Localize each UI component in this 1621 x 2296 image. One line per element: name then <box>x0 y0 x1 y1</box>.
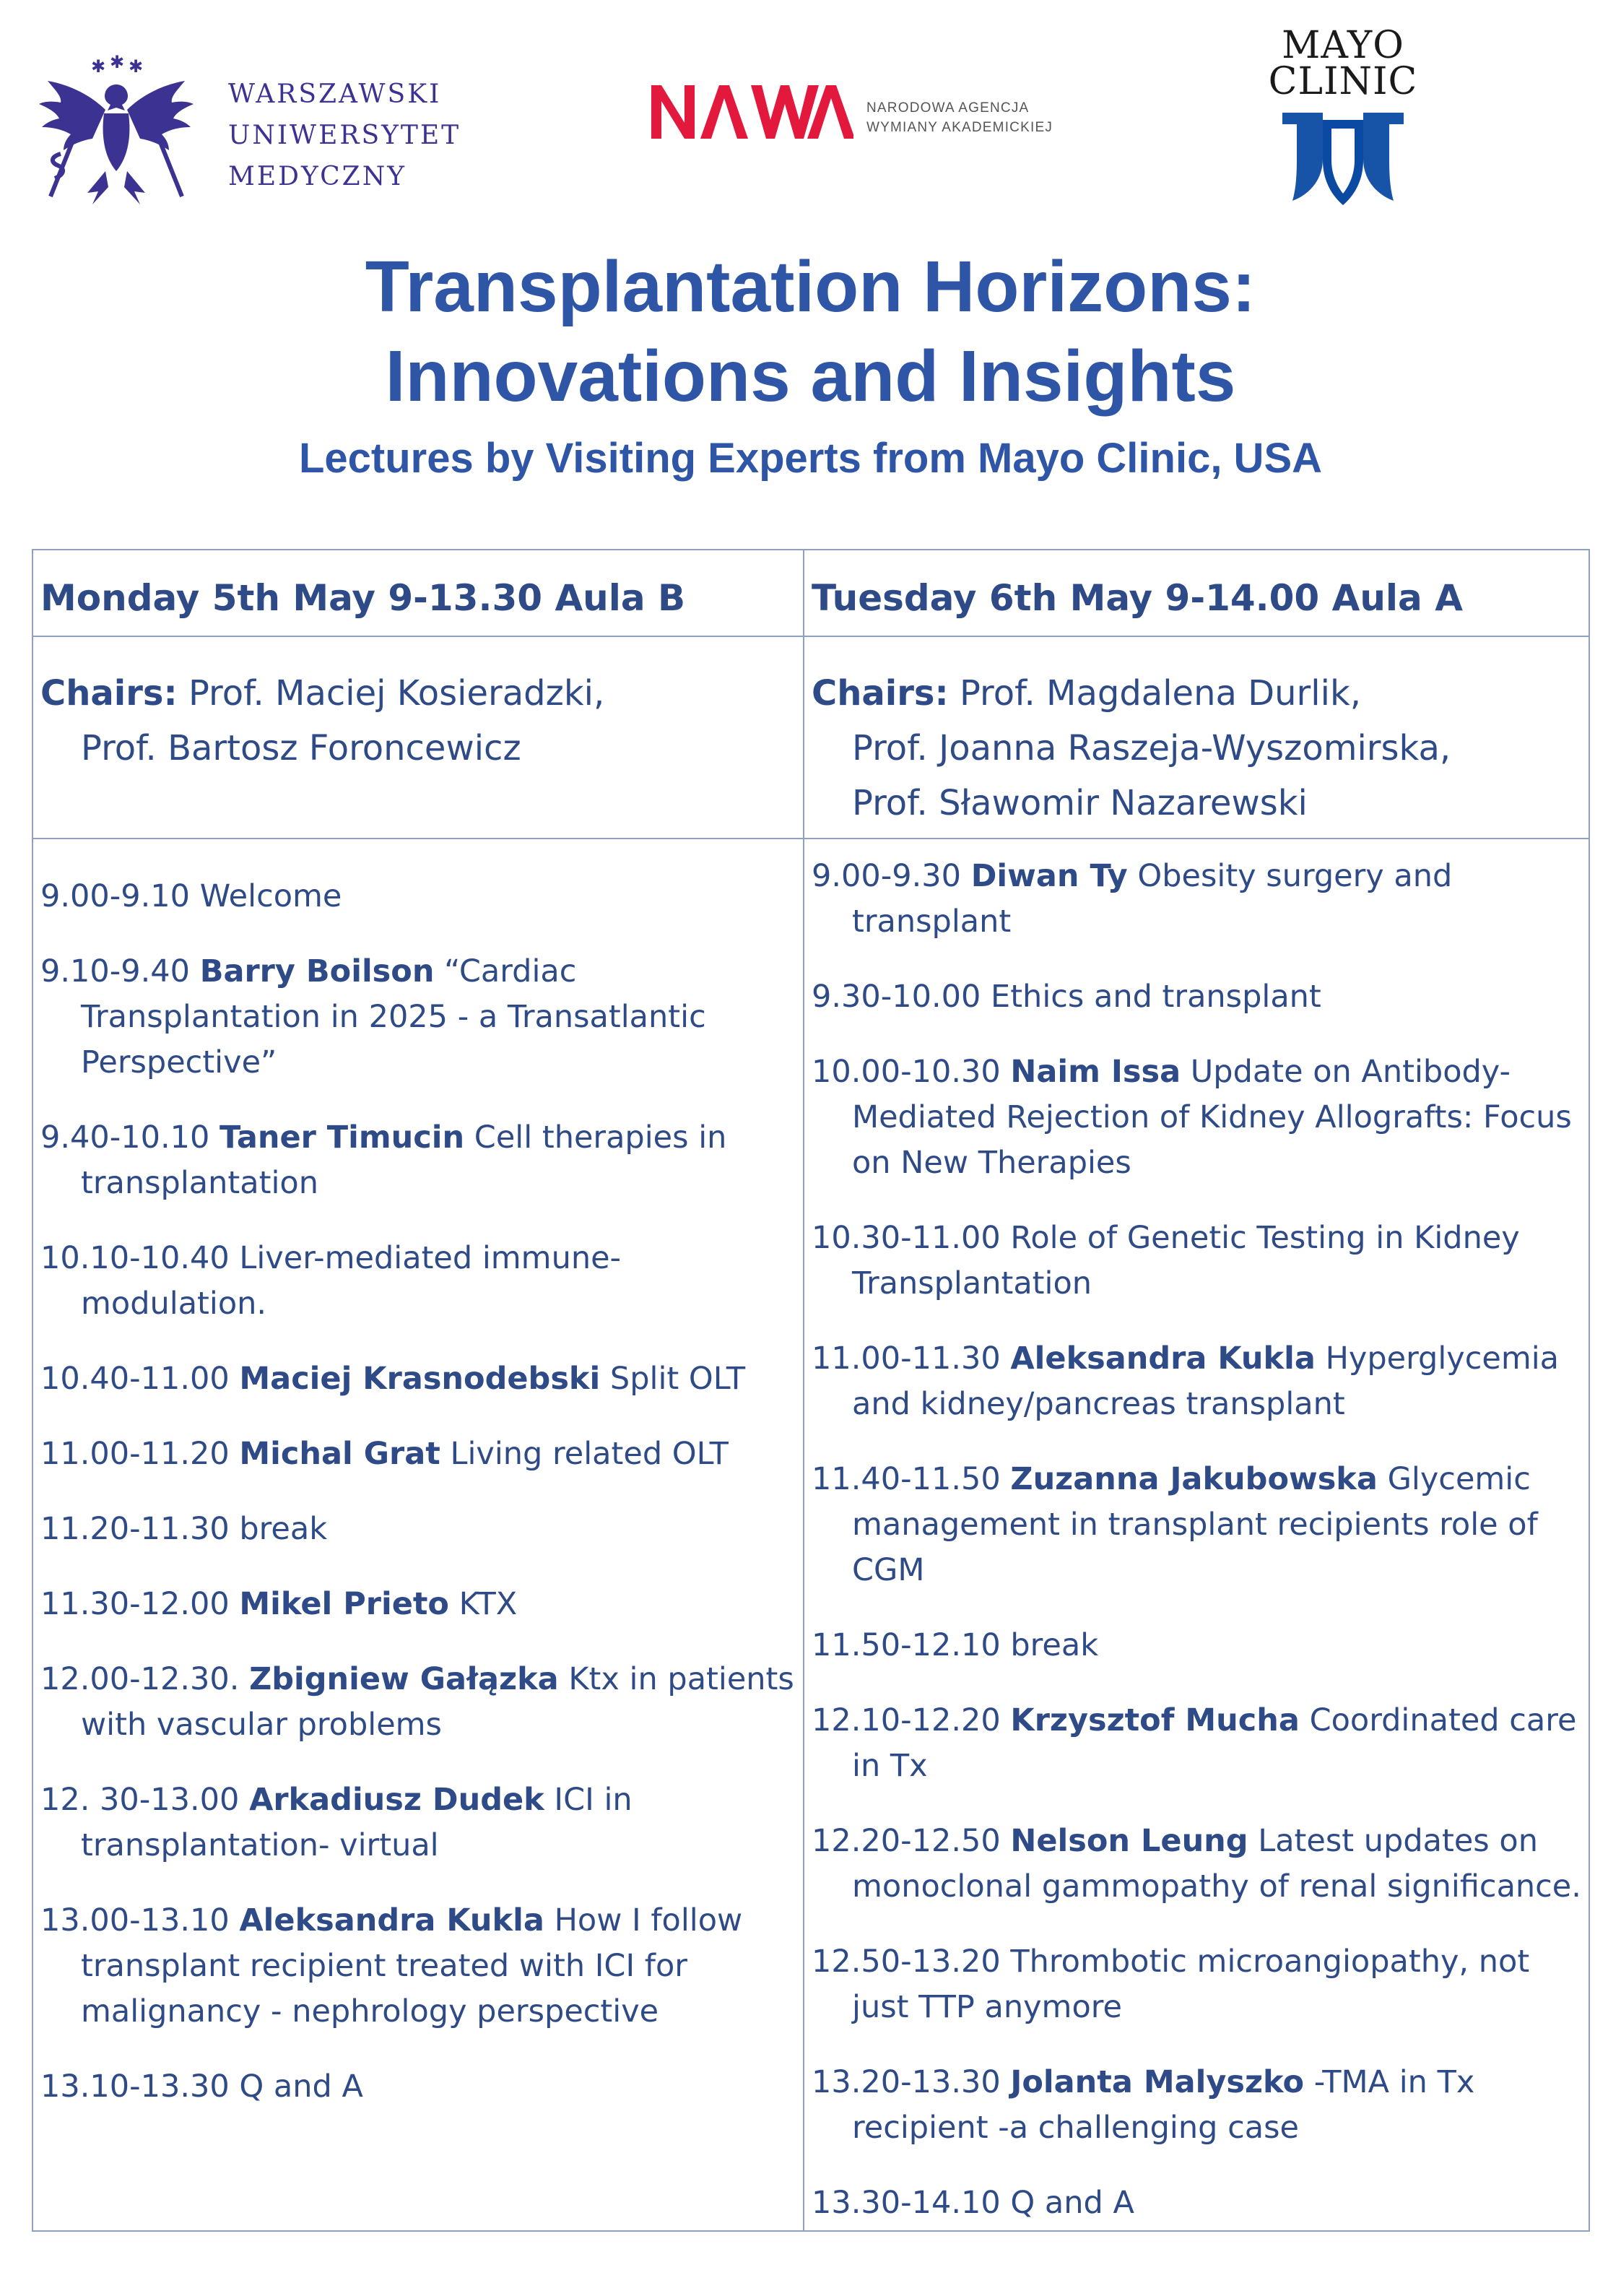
title-line-1: Transplantation Horizons: <box>365 246 1256 327</box>
chair-name: Prof. Joanna Raszeja-Wyszomirska, <box>852 728 1451 768</box>
session-entry <box>40 1777 794 1868</box>
session-first-line <box>812 1819 1581 1864</box>
session-entry <box>812 1049 1581 1186</box>
session-topic: Ktx in patients <box>568 1661 794 1697</box>
session-speaker: Diwan Ty <box>970 858 1128 894</box>
session-first-line <box>40 1657 794 1702</box>
session-first-line <box>40 1431 794 1477</box>
session-topic-continued: on New Therapies <box>852 1145 1131 1181</box>
session-time: 12. 30-13.00 <box>40 1782 240 1818</box>
session-topic: Liver-mediated immune- <box>239 1240 622 1276</box>
session-topic: Q and A <box>239 2068 363 2105</box>
session-topic: break <box>1010 1627 1099 1663</box>
session-time: 11.40-11.50 <box>812 1461 1001 1497</box>
svg-text:✱: ✱ <box>129 56 144 77</box>
session-first-line <box>40 949 794 995</box>
session-speaker: Michal Grat <box>239 1436 440 1472</box>
session-entry <box>812 2180 1581 2226</box>
session-time: 10.30-11.00 <box>812 1220 1001 1256</box>
session-topic: KTX <box>459 1586 518 1622</box>
session-topic: Thrombotic microangiopathy, not <box>1010 1944 1530 1980</box>
session-entry <box>40 1657 794 1748</box>
session-first-line <box>40 1507 794 1552</box>
mayo-shields-icon <box>1282 113 1404 207</box>
nawa-logo <box>651 78 1056 143</box>
page-title <box>0 242 1621 421</box>
session-topic: Living related OLT <box>450 1436 729 1472</box>
session-first-line <box>40 1777 794 1823</box>
session-time: 10.00-10.30 <box>812 1054 1001 1090</box>
session-first-line <box>812 1216 1581 1261</box>
session-time: 10.10-10.40 <box>40 1240 230 1276</box>
session-speaker: Jolanta Malyszko <box>1010 2064 1305 2100</box>
session-entry <box>40 1115 794 1206</box>
column-divider <box>803 550 804 2230</box>
tuesday-chairs <box>812 666 1451 831</box>
session-topic-continued: transplantation- virtual <box>81 1827 439 1863</box>
chair-name: Prof. Sławomir Nazarewski <box>852 783 1308 823</box>
session-topic: Coordinated care <box>1309 1702 1577 1738</box>
eagle-emblem-icon <box>33 52 199 218</box>
session-time: 11.20-11.30 <box>40 1511 230 1547</box>
session-topic: Obesity surgery and <box>1137 858 1453 894</box>
session-topic-continued: recipient -a challenging case <box>852 2110 1299 2146</box>
session-topic: Welcome <box>199 878 342 914</box>
nawa-agency-name <box>866 98 1053 137</box>
session-time: 9.00-9.30 <box>812 858 962 894</box>
logo-bar <box>0 0 1621 238</box>
session-topic: Role of Genetic Testing in Kidney <box>1010 1220 1520 1256</box>
schedule-table <box>32 549 1590 2232</box>
mayo-clinic-logo <box>1256 24 1430 215</box>
session-entry <box>40 1582 794 1627</box>
session-entry <box>812 1216 1581 1307</box>
session-topic: Cell therapies in <box>474 1119 727 1156</box>
session-speaker: Aleksandra Kukla <box>239 1902 544 1938</box>
chair-name: Prof. Bartosz Foroncewicz <box>81 728 521 768</box>
session-topic: break <box>239 1511 328 1547</box>
session-speaker: Arkadiusz Dudek <box>249 1782 544 1818</box>
session-first-line <box>40 2064 794 2110</box>
session-topic-continued: in Tx <box>852 1748 928 1784</box>
session-topic-continued: Mediated Rejection of Kidney Allografts: Focus <box>852 1099 1572 1135</box>
wum-name <box>228 74 461 197</box>
session-entry <box>40 1507 794 1552</box>
session-speaker: Nelson Leung <box>1010 1823 1248 1859</box>
session-time: 9.00-9.10 <box>40 878 191 914</box>
session-entry <box>40 1356 794 1402</box>
wum-logo <box>33 52 495 218</box>
session-speaker: Krzysztof Mucha <box>1010 1702 1300 1738</box>
chair-name: Prof. Magdalena Durlik, <box>959 673 1362 714</box>
session-time: 9.30-10.00 <box>812 979 981 1015</box>
session-entry <box>812 1623 1581 1668</box>
session-time: 13.00-13.10 <box>40 1902 230 1938</box>
session-first-line <box>40 1356 794 1402</box>
session-topic: “Cardiac <box>444 953 577 989</box>
session-entry <box>40 1236 794 1327</box>
session-first-line <box>812 2060 1581 2105</box>
session-time: 13.20-13.30 <box>812 2064 1001 2100</box>
session-topic: Hyperglycemia <box>1325 1340 1560 1377</box>
session-time: 12.10-12.20 <box>812 1702 1001 1738</box>
session-topic-continued: CGM <box>852 1552 925 1588</box>
session-entry <box>812 1819 1581 1910</box>
session-topic: How I follow <box>554 1902 743 1938</box>
session-speaker: Zuzanna Jakubowska <box>1010 1461 1378 1497</box>
session-time: 12.00-12.30. <box>40 1661 240 1697</box>
session-entry <box>812 1698 1581 1789</box>
session-topic: Glycemic <box>1387 1461 1531 1497</box>
session-topic: Split OLT <box>609 1361 746 1397</box>
session-time: 13.10-13.30 <box>40 2068 230 2105</box>
title-line-2: Innovations and Insights <box>385 336 1236 417</box>
session-entry <box>40 1898 794 2035</box>
session-entry <box>40 2064 794 2110</box>
session-first-line <box>812 1457 1581 1502</box>
monday-header: Monday 5th May 9-13.30 Aula B <box>40 577 686 619</box>
page-subtitle: Lectures by Visiting Experts from Mayo Clinic, USA <box>298 435 1323 482</box>
session-first-line <box>40 1582 794 1627</box>
session-first-line <box>812 1698 1581 1743</box>
session-first-line <box>812 854 1581 899</box>
session-entry <box>40 949 794 1086</box>
svg-text:✱: ✱ <box>110 52 125 72</box>
chairs-label: Chairs: <box>40 673 178 714</box>
session-speaker: Taner Timucin <box>220 1119 465 1156</box>
session-first-line <box>812 974 1581 1020</box>
nawa-sub-line-1: NARODOWA AGENCJA <box>866 100 1030 116</box>
session-topic-continued: malignancy - nephrology perspective <box>81 1993 659 2029</box>
session-first-line <box>812 1939 1581 1985</box>
session-topic-continued: and kidney/pancreas transplant <box>852 1386 1345 1422</box>
session-first-line <box>40 1236 794 1281</box>
session-time: 10.40-11.00 <box>40 1361 230 1397</box>
monday-chairs <box>40 666 604 776</box>
wum-name-line-1: WARSZAWSKI <box>228 79 442 109</box>
session-entry <box>40 1431 794 1477</box>
session-time: 9.10-9.40 <box>40 953 191 989</box>
session-speaker: Barry Boilson <box>199 953 435 989</box>
session-entry <box>40 874 794 919</box>
session-topic-continued: monoclonal gammopathy of renal significance. <box>852 1868 1581 1905</box>
wum-name-line-2: UNIWERSYTET <box>228 121 461 150</box>
session-speaker: Maciej Krasnodebski <box>239 1361 601 1397</box>
session-topic: ICI in <box>554 1782 633 1818</box>
session-time: 12.20-12.50 <box>812 1823 1001 1859</box>
session-entry <box>812 974 1581 1020</box>
session-topic: Latest updates on <box>1258 1823 1538 1859</box>
session-topic: Q and A <box>1010 2185 1134 2221</box>
mayo-name-line-1: MAYO <box>1282 24 1404 67</box>
session-topic-continued: with vascular problems <box>81 1707 442 1743</box>
tuesday-program <box>812 854 1581 2256</box>
session-first-line <box>812 1336 1581 1382</box>
svg-text:✱: ✱ <box>91 56 106 77</box>
nawa-wordmark-icon <box>651 78 853 143</box>
session-topic-continued: Perspective” <box>81 1044 277 1080</box>
session-topic: -TMA in Tx <box>1313 2064 1475 2100</box>
session-topic: Update on Antibody- <box>1190 1054 1511 1090</box>
session-entry <box>812 2060 1581 2151</box>
session-speaker: Aleksandra Kukla <box>1010 1340 1316 1377</box>
session-first-line <box>40 1898 794 1944</box>
mayo-name-line-2: CLINIC <box>1268 60 1418 103</box>
chairs-label: Chairs: <box>812 673 949 714</box>
session-speaker: Zbigniew Gałązka <box>249 1661 559 1697</box>
session-topic: Ethics and transplant <box>991 979 1321 1015</box>
header-divider <box>33 636 1589 637</box>
session-first-line <box>812 2180 1581 2226</box>
session-speaker: Mikel Prieto <box>239 1586 449 1622</box>
session-topic-continued: transplant <box>852 904 1012 940</box>
session-entry <box>812 1336 1581 1427</box>
tuesday-header: Tuesday 6th May 9-14.00 Aula A <box>812 577 1463 619</box>
session-speaker: Naim Issa <box>1010 1054 1181 1090</box>
session-topic-continued: modulation. <box>81 1286 267 1322</box>
session-time: 9.40-10.10 <box>40 1119 210 1156</box>
session-time: 11.30-12.00 <box>40 1586 230 1622</box>
session-time: 11.00-11.20 <box>40 1436 230 1472</box>
session-topic-continued: transplant recipient treated with ICI for <box>81 1948 687 1984</box>
session-topic-continued: transplantation <box>81 1165 318 1201</box>
chairs-divider <box>33 838 1589 839</box>
mayo-clinic-name <box>1256 24 1430 103</box>
session-topic-continued: just TTP anymore <box>852 1989 1122 2025</box>
session-topic-continued: Transplantation <box>852 1265 1092 1301</box>
session-first-line <box>812 1049 1581 1095</box>
wum-name-line-3: MEDYCZNY <box>228 162 407 191</box>
session-entry <box>812 1939 1581 2030</box>
session-time: 11.00-11.30 <box>812 1340 1001 1377</box>
session-entry <box>812 1457 1581 1593</box>
session-time: 13.30-14.10 <box>812 2185 1001 2221</box>
session-topic-continued: Transplantation in 2025 - a Transatlantic <box>81 999 706 1035</box>
session-topic-continued: management in transplant recipients role of <box>852 1507 1538 1543</box>
session-first-line <box>40 1115 794 1161</box>
session-time: 12.50-13.20 <box>812 1944 1001 1980</box>
chair-name: Prof. Maciej Kosieradzki, <box>188 673 605 714</box>
session-entry <box>812 854 1581 945</box>
session-first-line <box>40 874 794 919</box>
nawa-sub-line-2: WYMIANY AKADEMICKIEJ <box>866 120 1053 135</box>
session-first-line <box>812 1623 1581 1668</box>
session-time: 11.50-12.10 <box>812 1627 1001 1663</box>
monday-program <box>40 874 794 2139</box>
